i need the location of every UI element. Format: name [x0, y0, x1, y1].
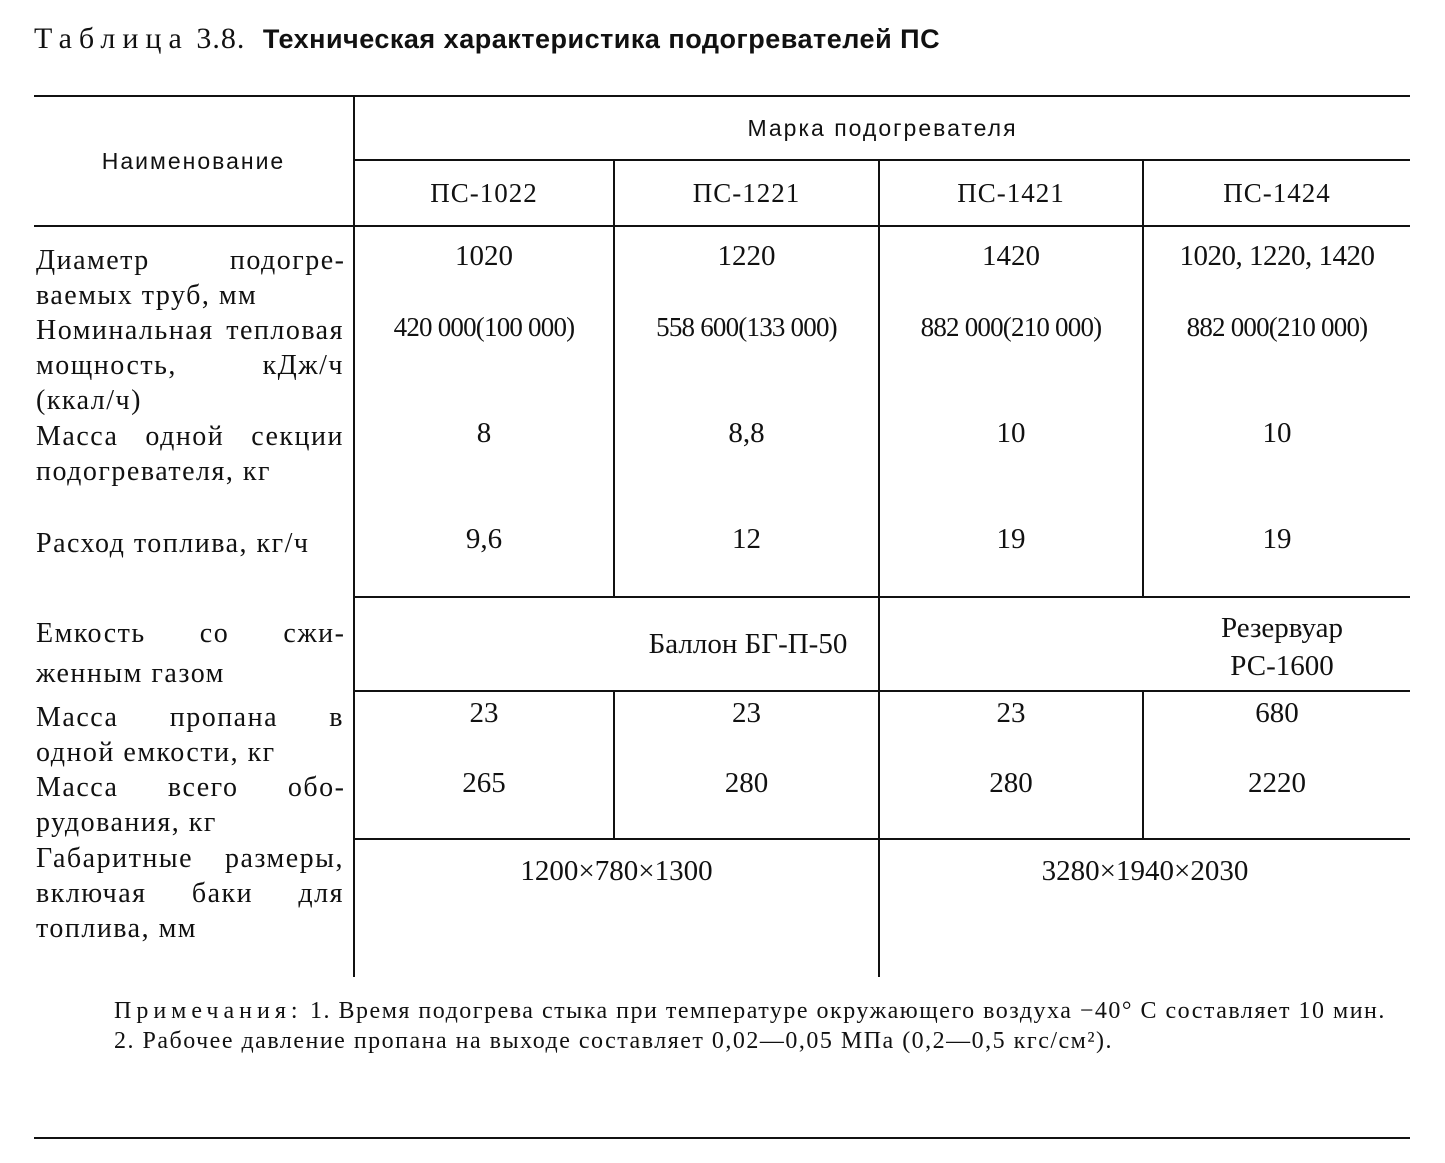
cell-propane-2: 23 [732, 697, 761, 729]
caption-label: Таблица [34, 22, 189, 55]
cell-total-mass-3: 280 [989, 767, 1033, 799]
cell-power-2: 558 600(133 000) [656, 312, 837, 342]
cell-fuel-1: 9,6 [465, 523, 503, 555]
rule-before-dimensions-row [354, 838, 1410, 840]
cell-power-3: 882 000(210 000) [920, 312, 1102, 342]
cell-propane-4: 680 [1255, 697, 1299, 729]
cell-gas-tank-merged: Баллон БГ-П-50 [648, 627, 848, 660]
cell-total-mass-4: 2220 [1248, 767, 1306, 799]
note-2: 2. Рабочее давление пропана на выходе составляет 0,02—0,05 МПа (0,2—0,5 кгс/см²). [114, 1028, 1114, 1054]
cell-fuel-2: 12 [732, 523, 761, 555]
header-name-column: Наименование [101, 147, 286, 174]
row-name-fuel-consumption: Расход топлива, кг/ч [36, 528, 310, 559]
row-name-propane-mass: Масса пропана в одной емкости, кг [36, 702, 344, 768]
cell-section-mass-1: 8 [476, 417, 492, 449]
note-1-text: 1. Время подогрева стыка при температуре окружающего воздуха −40° С составляет 10 мин. [310, 998, 1386, 1024]
header-bottom-rule [34, 225, 1410, 227]
cell-diameter-4: 1020, 1220, 1420 [1179, 240, 1375, 272]
rule-after-tank-row [354, 690, 1410, 692]
header-model-3: ПС-1421 [957, 177, 1065, 208]
row-name-power: Номинальная тепловая мощность, кДж/ч (ккал/ч) [36, 315, 344, 416]
header-group: Марка подогревателя [747, 114, 1018, 141]
row-name-total-mass: Масса всего оборудования, кг [36, 772, 344, 838]
row-name-section-mass: Масса одной секции подогревателя, кг [36, 421, 344, 487]
cell-fuel-4: 19 [1262, 523, 1292, 555]
table-bottom-rule [34, 1137, 1410, 1139]
cell-diameter-3: 1420 [982, 240, 1040, 272]
cell-dimensions-right: 3280×1940×2030 [1041, 855, 1249, 887]
cell-power-1: 420 000(100 000) [393, 312, 575, 342]
header-model-4: ПС-1424 [1223, 177, 1331, 208]
cell-total-mass-2: 280 [724, 767, 769, 799]
cell-diameter-2: 1220 [717, 240, 776, 272]
cell-dimensions-left: 1200×780×1300 [520, 855, 713, 887]
cell-gas-tank-4: Резервуар РС-1600 [1221, 612, 1343, 682]
header-model-2: ПС-1221 [692, 177, 801, 208]
cell-fuel-3: 19 [996, 523, 1026, 555]
table-notes [36, 996, 1408, 1056]
cell-diameter-1: 1020 [455, 240, 513, 272]
caption-title: Техническая характеристика подогревателей ПС [262, 24, 941, 54]
note-1 [36, 996, 1408, 1026]
cell-section-mass-4: 10 [1262, 417, 1292, 449]
cell-section-mass-3: 10 [996, 417, 1026, 449]
cell-propane-3: 23 [996, 697, 1026, 729]
caption-number: 3.8. [196, 22, 246, 55]
row-name-dimensions: Габаритные размеры, включая баки для топлива, мм [36, 843, 344, 944]
cell-propane-1: 23 [469, 697, 499, 729]
table-caption [34, 22, 940, 56]
row-name-gas-tank: Емкость со сжиженным газом [36, 618, 344, 689]
cell-power-4: 882 000(210 000) [1186, 312, 1368, 342]
row-name-diameter: Диаметр подогреваемых труб, мм [36, 245, 344, 311]
header-model-1: ПС-1022 [430, 177, 538, 208]
cell-total-mass-1: 265 [462, 767, 506, 799]
notes-label: Примечания: [114, 998, 303, 1024]
cell-section-mass-2: 8,8 [728, 417, 765, 449]
